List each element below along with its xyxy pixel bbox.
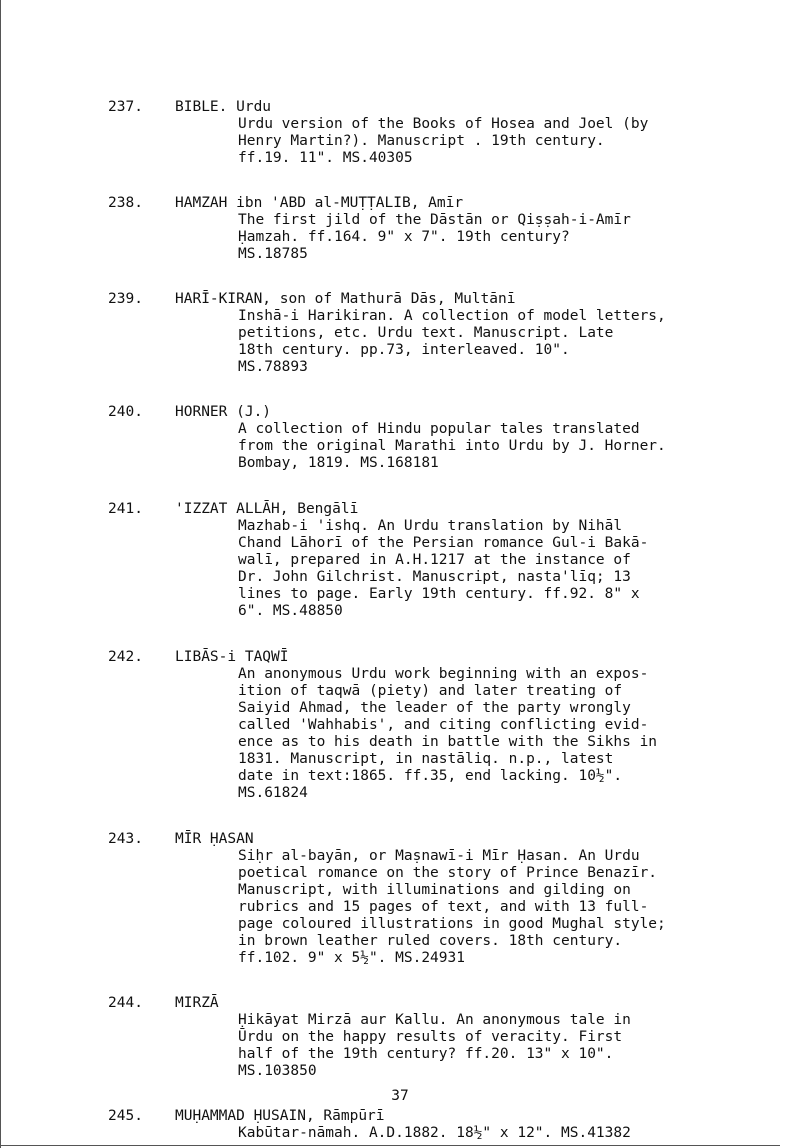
entry-line: Ḥikāyat Mirzā aur Kallu. An anonymous tale in xyxy=(238,1012,631,1028)
entry-number: 240. xyxy=(108,404,143,420)
entry-line: Inshā-i Harikiran. A collection of model letters, xyxy=(238,308,666,324)
entry-line: An anonymous Urdu work beginning with an expos- xyxy=(238,666,649,682)
entry-line: called 'Wahhabis', and citing conflicting evid- xyxy=(238,717,649,733)
entry-line: Siḥr al-bayān, or Maṣnawī-i Mīr Ḥasan. An Urdu xyxy=(238,848,640,864)
entry-number: 241. xyxy=(108,501,143,517)
entry-heading: MUḤAMMAD ḤUSAIN, Rāmpūrī xyxy=(175,1108,385,1124)
entry-line: MS.78893 xyxy=(238,359,308,375)
entry-line: from the original Marathi into Urdu by J. Horner. xyxy=(238,438,666,454)
entry-line: Kabūtar-nāmah. A.D.1882. 18½" x 12". MS.41382 xyxy=(238,1125,631,1141)
entry-line: Manuscript, with illuminations and gilding on xyxy=(238,882,631,898)
catalogue-entry-240 xyxy=(0,404,800,472)
entry-line: date in text:1865. ff.35, end lacking. 10½". xyxy=(238,768,623,784)
entry-line: page coloured illustrations in good Mughal style; xyxy=(238,916,666,932)
catalogue-entry-242 xyxy=(0,649,800,802)
entry-description xyxy=(238,421,738,472)
catalogue-entry-241 xyxy=(0,501,800,620)
entry-heading: HORNER (J.) xyxy=(175,404,272,420)
entry-line: poetical romance on the story of Prince Benazīr. xyxy=(238,865,658,881)
entry-line: ence as to his death in battle with the Sikhs in xyxy=(238,734,658,750)
page-edge-bottom xyxy=(0,1145,780,1146)
entry-line: ff.102. 9" x 5½". MS.24931 xyxy=(238,950,465,966)
catalogue-entry-238 xyxy=(0,195,800,263)
entry-line: Ūrdu on the happy results of veracity. First xyxy=(238,1029,623,1045)
entry-description xyxy=(238,116,738,167)
entry-line: ition of taqwā (piety) and later treating of xyxy=(238,683,623,699)
entry-line: Chand Lāhorī of the Persian romance Gul-i Bakā- xyxy=(238,535,649,551)
entry-line: The first jild of the Dāstān or Qiṣṣah-i-Amīr xyxy=(238,212,631,228)
entry-line: Mazhab-i 'ishq. An Urdu translation by Nihāl xyxy=(238,518,623,534)
entry-line: rubrics and 15 pages of text, and with 13 full- xyxy=(238,899,649,915)
entry-number: 245. xyxy=(108,1108,143,1124)
entry-line: ff.19. 11". MS.40305 xyxy=(238,150,413,166)
entry-line: A collection of Hindu popular tales translated xyxy=(238,421,640,437)
entry-line: in brown leather ruled covers. 18th century. xyxy=(238,933,623,949)
entry-line: Bombay, 1819. MS.168181 xyxy=(238,455,439,471)
entry-number: 242. xyxy=(108,649,143,665)
entry-number: 237. xyxy=(108,99,143,115)
catalogue-entry-237 xyxy=(0,99,800,167)
entry-heading: LIBĀS-i TAQWĪ xyxy=(175,649,289,665)
entry-heading: MIRZĀ xyxy=(175,995,219,1011)
entry-description xyxy=(238,666,738,802)
page-number: 37 xyxy=(391,1088,409,1104)
entry-description xyxy=(238,848,738,967)
catalogue-entry-245 xyxy=(0,1108,800,1142)
entry-line: walī, prepared in A.H.1217 at the instance of xyxy=(238,552,631,568)
entry-description xyxy=(238,212,738,263)
entry-heading: MĪR ḤASAN xyxy=(175,831,254,847)
entry-line: Urdu version of the Books of Hosea and Joel (by xyxy=(238,116,649,132)
entry-line: petitions, etc. Urdu text. Manuscript. Late xyxy=(238,325,614,341)
entry-number: 239. xyxy=(108,291,143,307)
entry-heading: BIBLE. Urdu xyxy=(175,99,272,115)
entry-heading: 'IZZAT ALLĀH, Bengālī xyxy=(175,501,359,517)
catalogue-entry-244 xyxy=(0,995,800,1080)
catalogue-entries xyxy=(0,99,800,1142)
entry-line: MS.61824 xyxy=(238,785,308,801)
entry-line: Saiyid Ahmad, the leader of the party wrongly xyxy=(238,700,631,716)
entry-number: 238. xyxy=(108,195,143,211)
entry-heading: HARĪ-KIRAN, son of Mathurā Dās, Multānī xyxy=(175,291,516,307)
entry-line: Dr. John Gilchrist. Manuscript, nasta'līq; 13 xyxy=(238,569,631,585)
entry-description xyxy=(238,1012,738,1080)
catalogue-entry-239 xyxy=(0,291,800,376)
entry-line: MS.18785 xyxy=(238,246,308,262)
entry-number: 243. xyxy=(108,831,143,847)
entry-line: half of the 19th century? ff.20. 13" x 10". xyxy=(238,1046,614,1062)
entry-line: Ḥamzah. ff.164. 9" x 7". 19th century? xyxy=(238,229,570,245)
entry-description xyxy=(238,1125,738,1142)
entry-line: Henry Martin?). Manuscript . 19th century. xyxy=(238,133,605,149)
entry-line: lines to page. Early 19th century. ff.92. 8" x xyxy=(238,586,640,602)
entry-description xyxy=(238,518,738,620)
entry-line: MS.103850 xyxy=(238,1063,317,1079)
catalogue-entry-243 xyxy=(0,831,800,967)
entry-number: 244. xyxy=(108,995,143,1011)
entry-line: 1831. Manuscript, in nastāliq. n.p., latest xyxy=(238,751,614,767)
entry-heading: HAMZAH ibn 'ABD al-MUṬṬALIB, Amīr xyxy=(175,195,464,211)
entry-description xyxy=(238,308,738,376)
entry-line: 6". MS.48850 xyxy=(238,603,343,619)
entry-line: 18th century. pp.73, interleaved. 10". xyxy=(238,342,570,358)
